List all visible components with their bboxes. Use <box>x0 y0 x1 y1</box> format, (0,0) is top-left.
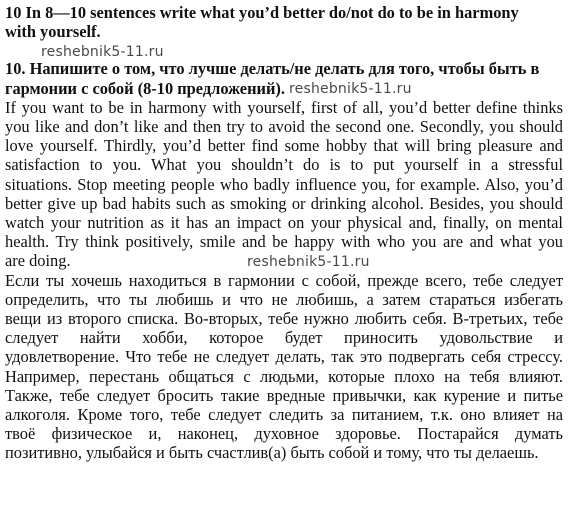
answer-en-line: love yourself. Thirdly, you’d better find some hobby that will bring pleasure and <box>5 136 563 156</box>
answer-en-line: are doing. <box>5 251 71 271</box>
task-heading-ru-line-2: гармонии с собой (8-10 предложений). <box>5 78 285 98</box>
answer-en-line: satisfaction to you. What you shouldn’t do is to put yourself in a stressful <box>5 155 563 175</box>
answer-en-line: watch your nutrition as it has an impact on your physical and, finally, on mental <box>5 213 563 233</box>
task-heading-en-line-2: with yourself. <box>5 22 101 42</box>
answer-en-line: you like and don’t like and then try to avoid the second one. Secondly, you should <box>5 117 563 137</box>
answer-en-line: situations. Stop meeting people who badly influence you, for example. Also, you’d <box>5 174 563 194</box>
answer-ru-line: Например, перестань общаться с людьми, которые плохо на тебя влияют. <box>5 366 563 386</box>
answer-ru-line: определить, что ты любишь и что не любишь, а затем стараться избегать <box>5 289 563 309</box>
site-watermark: reshebnik5-11.ru <box>41 44 164 60</box>
task-heading-ru-line-1: 10. Напишите о том, что лучше делать/не делать для того, чтобы быть в <box>5 59 540 79</box>
site-watermark: reshebnik5-11.ru <box>247 254 370 270</box>
document-page <box>5 3 563 463</box>
answer-ru-line: Если ты хочешь находиться в гармонии с собой, прежде всего, тебе следует <box>5 270 563 290</box>
answer-russian <box>5 271 563 463</box>
answer-ru-line: позитивно, улыбайся и быть счастлив(а) быть собой и тому, что ты делаешь. <box>5 443 539 463</box>
answer-ru-line: удовлетворение. Что тебе не следует делать, так это подвергать себя стрессу. <box>5 347 563 367</box>
answer-en-line: better give up bad habits such as smoking or drinking alcohol. Besides, you should <box>5 193 563 213</box>
answer-en-line: If you want to be in harmony with yourself, first of all, you’d better define thinks <box>5 97 563 117</box>
answer-ru-line: следует найти хобби, которое будет приносить удовольствие и <box>5 328 563 348</box>
answer-ru-line: алкоголя. Кроме того, тебе следует следить за питанием, т.к. оно влияет на <box>5 405 563 425</box>
answer-ru-line: вещи из второго списка. Во-вторых, тебе нужно любить себя. В-третьих, тебе <box>5 309 563 329</box>
site-watermark: reshebnik5-11.ru <box>289 81 412 97</box>
answer-ru-line: Также, тебе следует бросить такие вредные привычки, как курение и питье <box>5 385 563 405</box>
answer-english <box>5 98 563 271</box>
answer-en-line: health. Try think positively, smile and be happy with who you are and what you <box>5 232 563 252</box>
answer-ru-line: твоё физическое и, наконец, духовное здоровье. Постарайся думать <box>5 424 563 444</box>
task-heading-en-line-1: 10 In 8—10 sentences write what you’d better do/not do to be in harmony <box>5 3 519 22</box>
